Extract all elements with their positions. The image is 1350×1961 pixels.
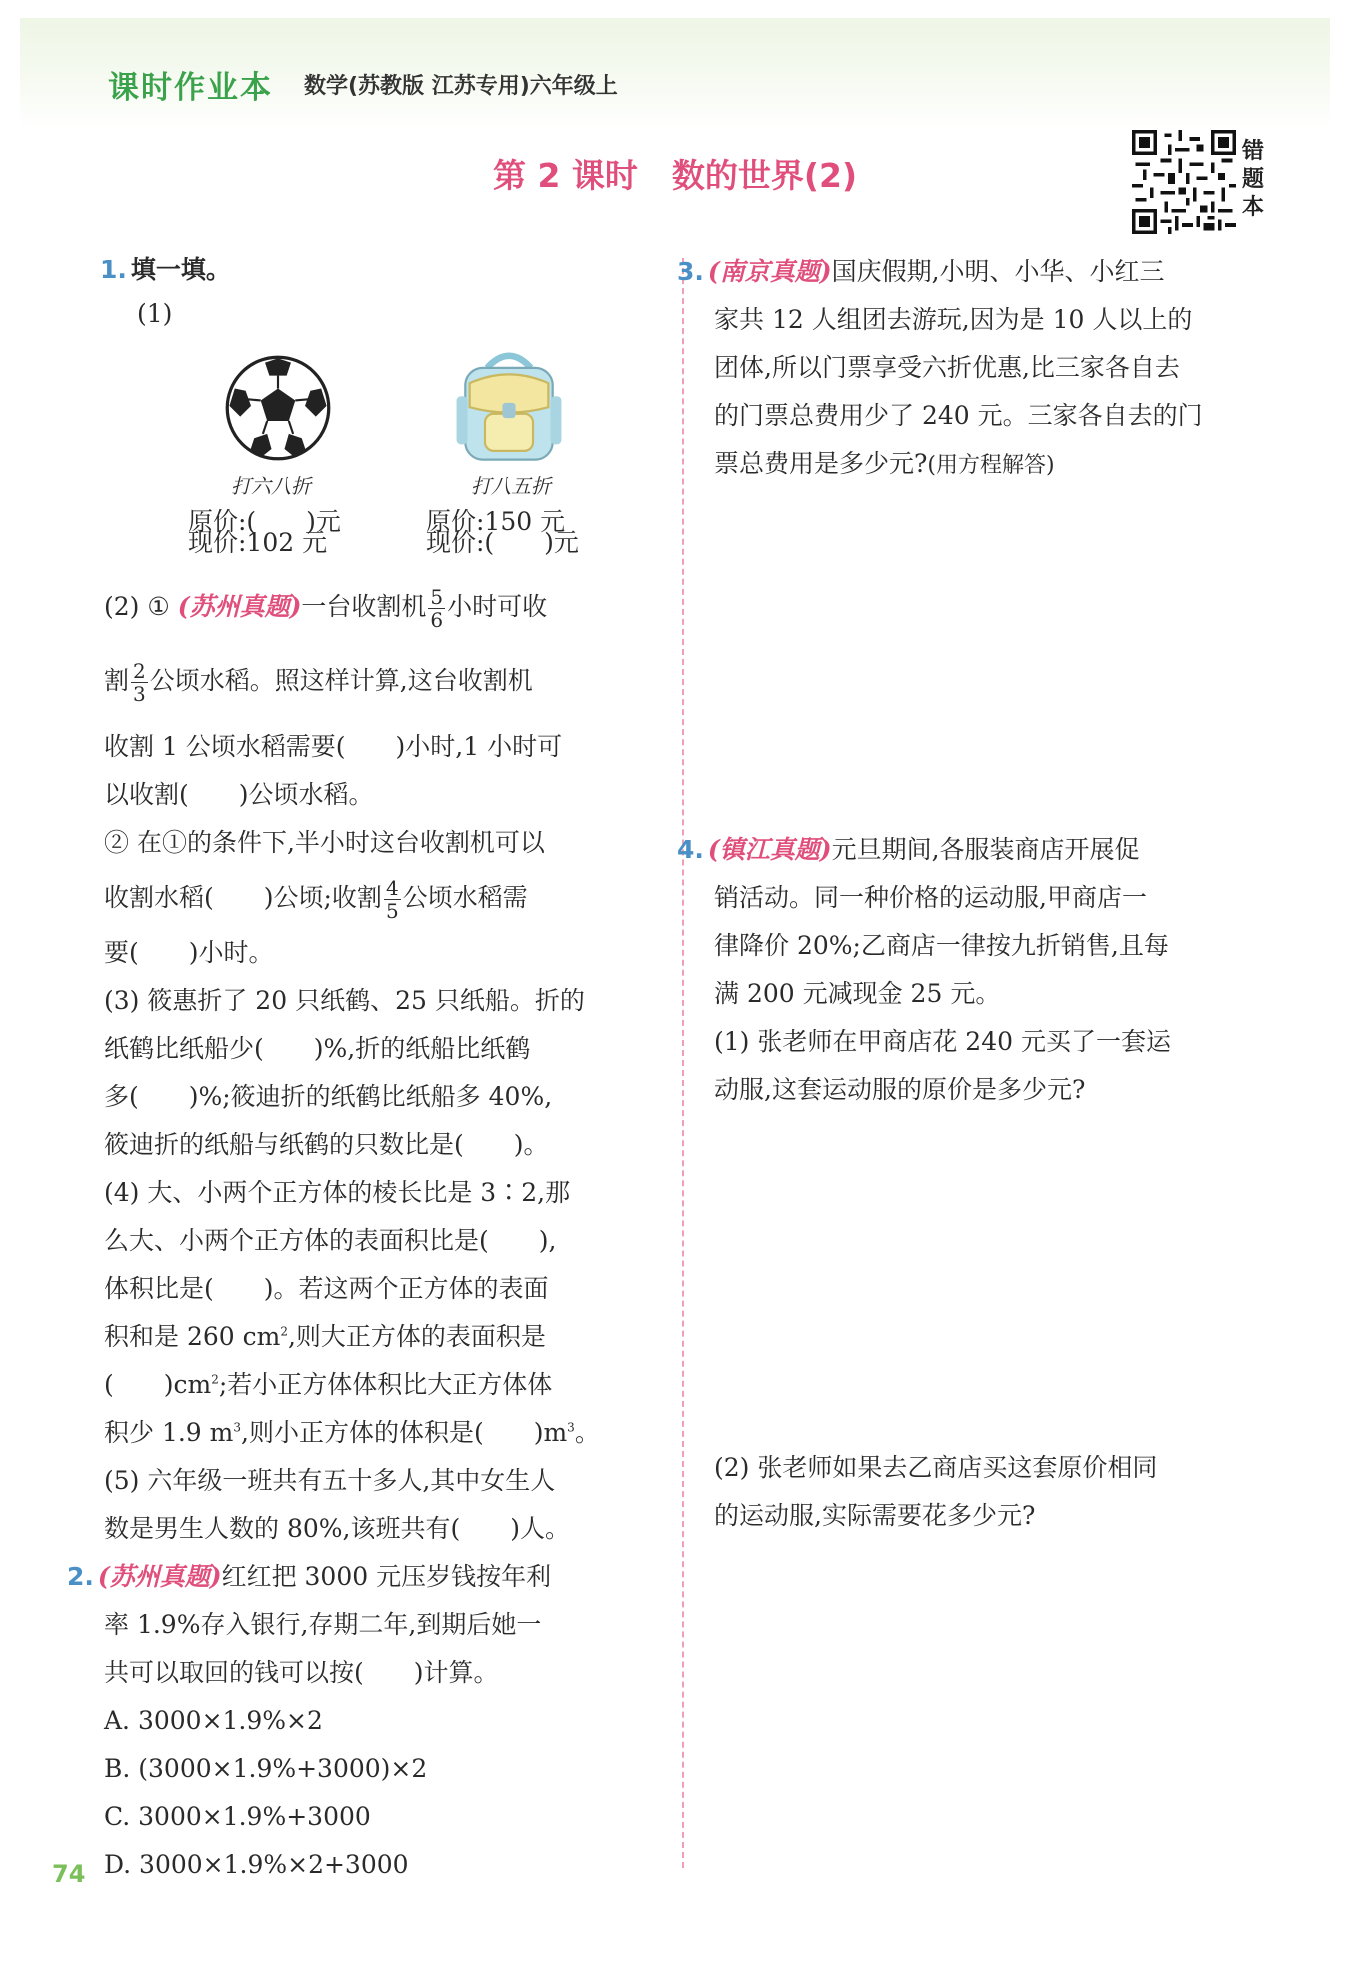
text-span: 积和是 260 cm [104, 1322, 281, 1351]
superscript: 3 [567, 1420, 575, 1435]
text-span: 红红把 3000 元压岁钱按年利 [221, 1562, 552, 1591]
part-label: (2) ① [104, 592, 170, 621]
discount-caption-bag: 打八五折 [471, 474, 551, 498]
text-line: 的运动服,实际需要花多少元? [714, 1501, 1036, 1530]
text-span: 票总费用是多少元? [714, 449, 928, 478]
question-1-part-5 [104, 1457, 652, 1553]
text-span: 小时可收 [447, 592, 548, 621]
right-column [677, 248, 1274, 1114]
text-span: 公顷水稻。照这样计算,这台收割机 [149, 666, 533, 695]
text-line [714, 440, 1274, 490]
text-line: (5) 六年级一班共有五十多人,其中女生人 [104, 1466, 556, 1495]
text-line: 律降价 20%;乙商店一律按九折销售,且每 [714, 931, 1169, 960]
text-line: 满 200 元减现金 25 元。 [714, 979, 1001, 1008]
question-1-title: 填一填。 [130, 255, 231, 284]
backpack-icon [454, 346, 564, 464]
column-divider [682, 258, 684, 1868]
qr-code-icon[interactable] [1132, 130, 1236, 234]
page-number: 74 [52, 1860, 86, 1888]
discount-caption-ball: 打六八折 [231, 474, 311, 498]
text-line: 的门票总费用少了 240 元。三家各自去的门 [714, 401, 1203, 430]
text-line: 动服,这套运动服的原价是多少元? [714, 1075, 1086, 1104]
text-line: 要( )小时。 [104, 938, 274, 967]
question-number: 3. [677, 257, 704, 286]
fraction [384, 877, 401, 922]
text-line [104, 575, 652, 639]
question-number: 4. [677, 835, 704, 864]
bag-original-price: 原价:150 元 [426, 507, 566, 536]
qr-label-char-2: 题 [1241, 167, 1264, 192]
fraction-denominator: 3 [133, 682, 146, 706]
option-b[interactable]: B. (3000×1.9%+3000)×2 [104, 1754, 428, 1783]
ball-current-price: 现价:102 元 [188, 528, 328, 557]
text-line [104, 1313, 652, 1361]
text-line [104, 867, 652, 929]
superscript: 2 [211, 1372, 219, 1387]
superscript: 3 [233, 1420, 241, 1435]
bag-current-price: 现价:( )元 [426, 528, 579, 557]
fraction [428, 586, 445, 631]
fraction [131, 660, 148, 705]
qr-label [1240, 138, 1266, 222]
text-line: 共可以取回的钱可以按( )计算。 [104, 1658, 499, 1687]
text-span: ( )cm [104, 1370, 212, 1399]
text-line [104, 1361, 652, 1409]
question-1-part-4 [104, 1169, 652, 1457]
fraction-denominator: 6 [430, 608, 444, 632]
text-line [104, 1409, 652, 1457]
question-1-part-3 [104, 977, 652, 1169]
ball-original-price: 原价:( )元 [188, 507, 341, 536]
fraction-numerator: 4 [385, 876, 399, 900]
lesson-number: 第 2 课时 [492, 156, 638, 195]
method-note: (用方程解答) [927, 453, 1055, 478]
text-line: 么大、小两个正方体的表面积比是( ), [104, 1226, 557, 1255]
text-span: 收割水稻( )公顷;收割 [104, 883, 382, 912]
question-1-part-2 [104, 575, 652, 977]
text-span: 积少 1.9 m [104, 1418, 234, 1447]
text-line: 收割 1 公顷水稻需要( )小时,1 小时可 [104, 732, 563, 761]
text-line [104, 639, 652, 723]
text-line [677, 248, 1274, 296]
text-line: 多( )%;筱迪折的纸鹤比纸船多 40%, [104, 1082, 553, 1111]
option-a[interactable]: A. 3000×1.9%×2 [104, 1706, 323, 1735]
text-line: 以收割( )公顷水稻。 [104, 780, 374, 809]
text-line: (4) 大、小两个正方体的棱长比是 3∶2,那 [104, 1178, 571, 1207]
text-span: ;若小正方体体积比大正方体体 [218, 1370, 553, 1399]
question-4 [677, 826, 1274, 1114]
text-span: ,则小正方体的体积是( )m [241, 1418, 568, 1447]
text-line: 销活动。同一种价格的运动服,甲商店一 [714, 883, 1147, 912]
text-line: 体积比是( )。若这两个正方体的表面 [104, 1274, 549, 1303]
fraction-numerator: 5 [430, 585, 444, 609]
text-line: (3) 筱惠折了 20 只纸鹤、25 只纸船。折的 [104, 986, 585, 1015]
fraction-denominator: 5 [385, 899, 399, 923]
text-line: 团体,所以门票享受六折优惠,比三家各自去 [714, 353, 1180, 382]
text-span: ,则大正方体的表面积是 [287, 1322, 546, 1351]
option-d[interactable]: D. 3000×1.9%×2+3000 [104, 1850, 409, 1879]
text-line: (2) 张老师如果去乙商店买这套原价相同 [714, 1453, 1158, 1482]
text-span: 割 [104, 666, 130, 695]
brand-title: 课时作业本 [108, 70, 273, 106]
source-tag: (苏州真题) [177, 592, 302, 621]
text-line: 家共 12 人组团去游玩,因为是 10 人以上的 [714, 305, 1193, 334]
source-tag: (南京真题) [707, 257, 832, 286]
source-tag: (苏州真题) [97, 1562, 222, 1591]
text-line: 率 1.9%存入银行,存期二年,到期后她一 [104, 1610, 542, 1639]
text-span: 公顷水稻需 [402, 883, 528, 912]
option-c[interactable]: C. 3000×1.9%+3000 [104, 1802, 371, 1831]
question-1-part-1 [104, 294, 652, 536]
text-line: ② 在①的条件下,半小时这台收割机可以 [104, 828, 545, 857]
superscript: 2 [280, 1324, 288, 1339]
question-3 [677, 248, 1274, 490]
question-number: 1. [100, 255, 127, 284]
text-span: 一台收割机 [301, 592, 427, 621]
soccer-ball-icon [224, 354, 332, 462]
text-line: 数是男生人数的 80%,该班共有( )人。 [104, 1514, 570, 1543]
text-line [677, 826, 1274, 874]
part-label: (1) [137, 299, 173, 328]
qr-label-char-3: 本 [1241, 195, 1264, 220]
lesson-topic: 数的世界(2) [671, 156, 858, 195]
text-line: 筱迪折的纸船与纸鹤的只数比是( )。 [104, 1130, 549, 1159]
text-span: 。 [574, 1418, 600, 1447]
text-span: 国庆假期,小明、小华、小红三 [831, 257, 1165, 286]
source-tag: (镇江真题) [707, 835, 832, 864]
current-price-row [104, 519, 652, 567]
text-line: 纸鹤比纸船少( )%,折的纸船比纸鹤 [104, 1034, 531, 1063]
question-4-part-2 [714, 1444, 1274, 1540]
fraction-numerator: 2 [133, 659, 146, 683]
text-span: 元旦期间,各服装商店开展促 [831, 835, 1140, 864]
text-line [67, 1553, 652, 1601]
text-line: (1) 张老师在甲商店花 240 元买了一套运 [714, 1027, 1171, 1056]
question-1-heading [100, 246, 652, 294]
qr-label-char-1: 错 [1241, 139, 1264, 164]
question-number: 2. [67, 1562, 94, 1591]
series-title: 数学(苏教版 江苏专用)六年级上 [304, 74, 618, 99]
